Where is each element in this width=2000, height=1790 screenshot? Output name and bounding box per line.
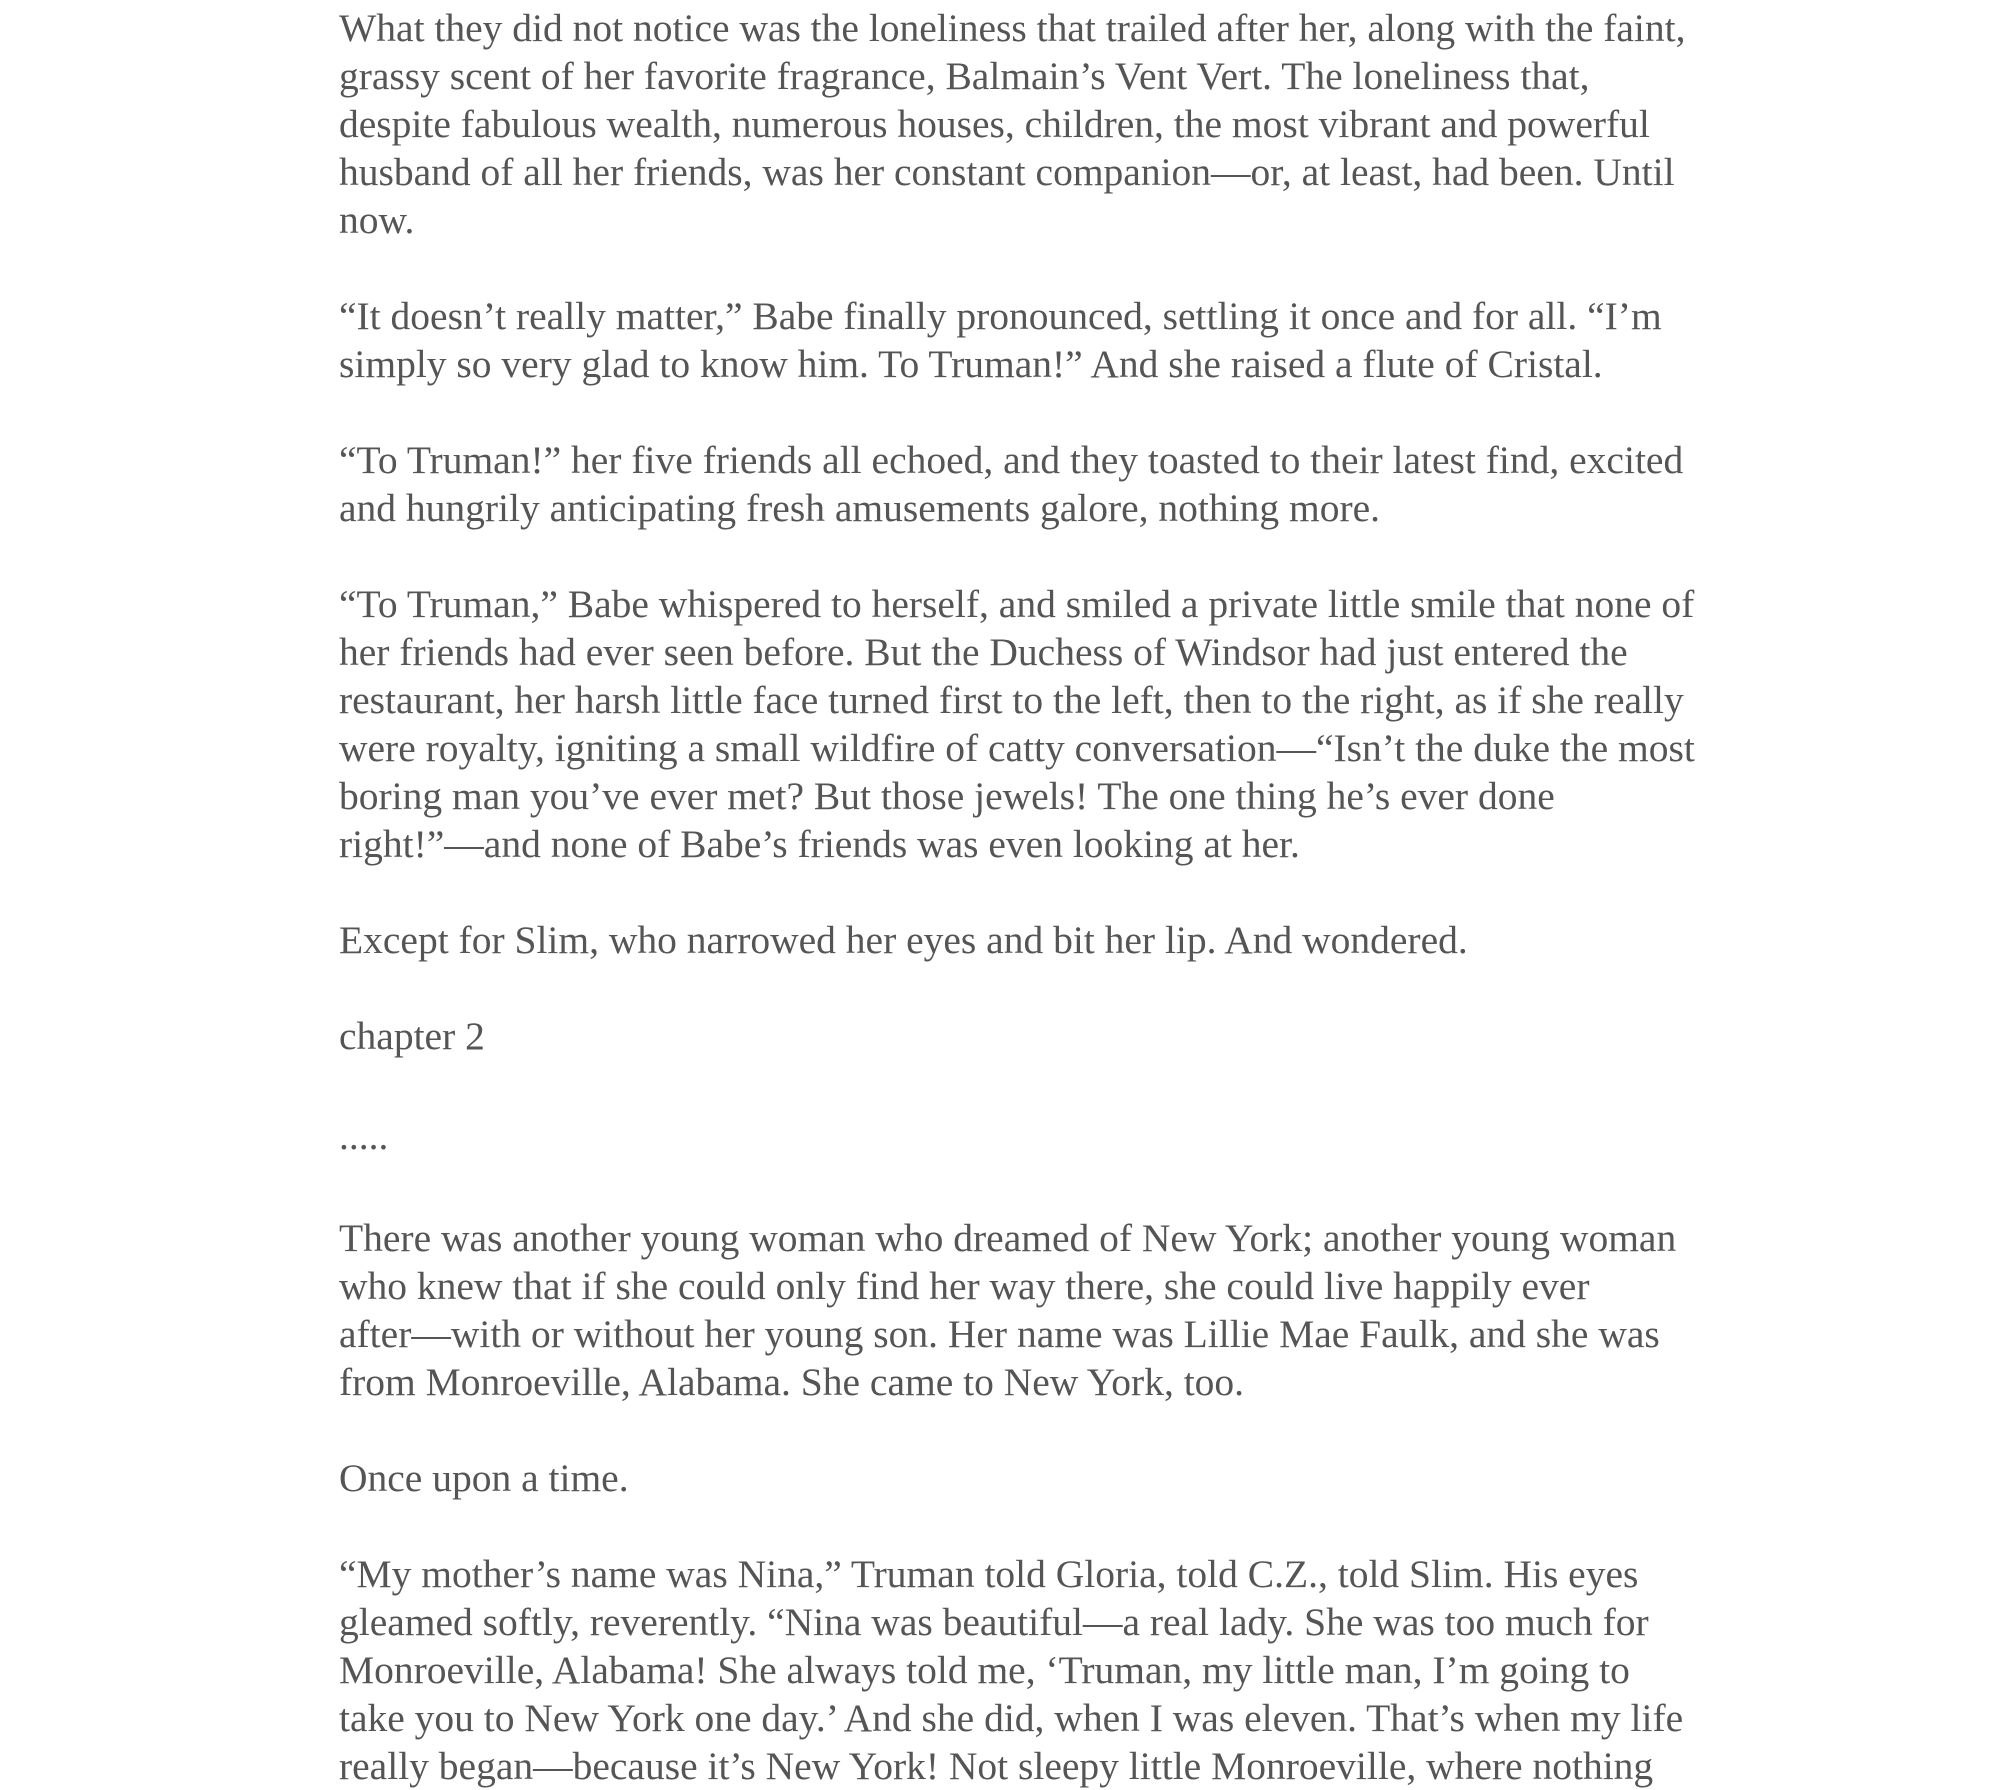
text-line: There was another young woman who dreamed of New York; another young woman (339, 1216, 1677, 1260)
text-line: Monroeville, Alabama! She always told me, ‘Truman, my little man, I’m going to (339, 1648, 1630, 1692)
paragraph-2 (339, 292, 1699, 388)
text-line: restaurant, her harsh little face turned first to the left, then to the right, as if she really (339, 678, 1684, 722)
text-line: What they did not notice was the loneliness that trailed after her, along with the faint, (339, 6, 1686, 50)
text-line: “To Truman,” Babe whispered to herself, and smiled a private little smile that none of (339, 582, 1695, 626)
paragraph-gap (339, 532, 1699, 580)
paragraph-gap (339, 388, 1699, 436)
text-line: after—with or without her young son. Her name was Lillie Mae Faulk, and she was (339, 1312, 1660, 1356)
paragraph-7 (339, 1454, 1699, 1502)
paragraph-gap (339, 868, 1699, 916)
text-line: and hungrily anticipating fresh amusements galore, nothing more. (339, 486, 1381, 530)
paragraph-5 (339, 916, 1699, 964)
text-line: right!”—and none of Babe’s friends was even looking at her. (339, 822, 1300, 866)
paragraph-gap (339, 1160, 1699, 1214)
text-line: Once upon a time. (339, 1456, 629, 1500)
section-separator: ..... (339, 1114, 389, 1158)
text-line: “My mother’s name was Nina,” Truman told Gloria, told C.Z., told Slim. His eyes (339, 1552, 1639, 1596)
text-line: husband of all her friends, was her constant companion—or, at least, had been. Until (339, 150, 1675, 194)
text-line: take you to New York one day.’ And she did, when I was eleven. That’s when my life (339, 1696, 1684, 1740)
text-line: grassy scent of her favorite fragrance, Balmain’s Vent Vert. The loneliness that, (339, 54, 1590, 98)
paragraph-gap (339, 1502, 1699, 1550)
text-line: her friends had ever seen before. But the Duchess of Windsor had just entered the (339, 630, 1628, 674)
text-line: Except for Slim, who narrowed her eyes and bit her lip. And wondered. (339, 918, 1468, 962)
text-line: were royalty, igniting a small wildfire of catty conversation—“Isn’t the duke the most (339, 726, 1695, 770)
text-line: boring man you’ve ever met? But those jewels! The one thing he’s ever done (339, 774, 1555, 818)
text-line: simply so very glad to know him. To Truman!” And she raised a flute of Cristal. (339, 342, 1603, 386)
paragraph-4 (339, 580, 1699, 868)
chapter-heading: chapter 2 (339, 1014, 485, 1058)
text-line: gleamed softly, reverently. “Nina was beautiful—a real lady. She was too much for (339, 1600, 1649, 1644)
paragraph-gap (339, 1406, 1699, 1454)
paragraph-gap (339, 1060, 1699, 1112)
text-line: now. (339, 198, 415, 242)
paragraph-3 (339, 436, 1699, 532)
text-line: despite fabulous wealth, numerous houses, children, the most vibrant and powerful (339, 102, 1650, 146)
text-line: from Monroeville, Alabama. She came to New York, too. (339, 1360, 1245, 1404)
paragraph-8 (339, 1550, 1699, 1790)
text-line: “It doesn’t really matter,” Babe finally pronounced, settling it once and for all. “I’m (339, 294, 1662, 338)
text-line: really began—because it’s New York! Not sleepy little Monroeville, where nothing (339, 1744, 1654, 1788)
text-line: who knew that if she could only find her way there, she could live happily ever (339, 1264, 1590, 1308)
text-line: “To Truman!” her five friends all echoed, and they toasted to their latest find, excited (339, 438, 1684, 482)
paragraph-gap (339, 244, 1699, 292)
paragraph-6 (339, 1214, 1699, 1406)
paragraph-gap (339, 964, 1699, 1012)
document-page (339, 0, 1699, 1790)
paragraph-1 (339, 4, 1699, 244)
